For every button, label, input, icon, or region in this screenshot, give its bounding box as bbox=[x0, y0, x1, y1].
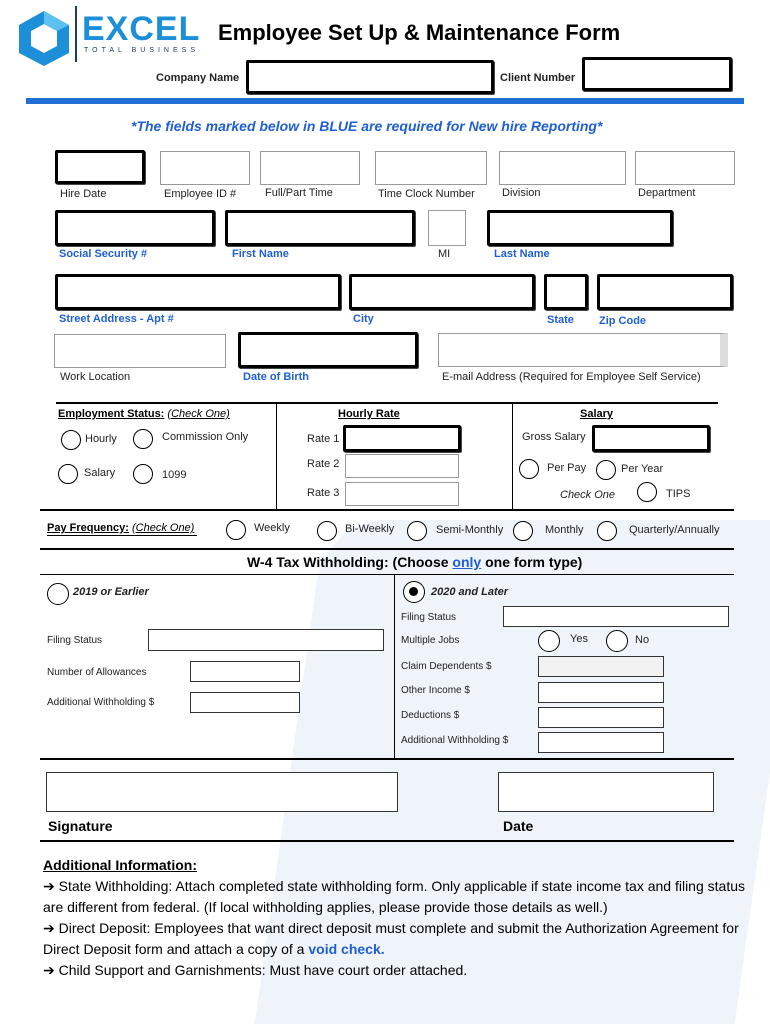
per-year-radio[interactable] bbox=[596, 460, 616, 480]
employee-id-input[interactable] bbox=[160, 151, 250, 185]
right-filing-status-label: Filing Status bbox=[401, 612, 457, 623]
w4-title-b: one form type) bbox=[485, 554, 583, 570]
other-income-input[interactable] bbox=[538, 682, 664, 703]
biweekly-radio[interactable] bbox=[317, 521, 337, 541]
salary-radio[interactable] bbox=[58, 464, 78, 484]
department-input[interactable] bbox=[635, 151, 735, 185]
semimonthly-radio[interactable] bbox=[407, 521, 427, 541]
logo-divider bbox=[75, 6, 77, 62]
hourly-label: Hourly bbox=[85, 433, 117, 445]
claim-dependents-label: Claim Dependents $ bbox=[401, 661, 492, 672]
w4-2019-radio[interactable] bbox=[47, 583, 69, 605]
multiple-jobs-yes-label: Yes bbox=[570, 633, 588, 645]
client-number-label: Client Number bbox=[500, 72, 576, 84]
allowances-input[interactable] bbox=[190, 661, 300, 682]
pay-frequency-label-italic: (Check One) bbox=[131, 522, 195, 534]
arrow-right-icon: ➔ bbox=[43, 878, 55, 894]
rate3-label: Rate 3 bbox=[307, 487, 340, 499]
last-name-label: Last Name bbox=[494, 248, 550, 260]
allowances-label: Number of Allowances bbox=[47, 667, 147, 678]
division-label: Division bbox=[502, 187, 541, 199]
w4-title-rule bbox=[40, 574, 734, 575]
email-label: E-mail Address (Required for Employee Self Service) bbox=[442, 371, 701, 383]
w4-2020-label: 2020 and Later bbox=[431, 586, 509, 598]
employment-divider-2 bbox=[512, 404, 513, 510]
hourly-rate-title: Hourly Rate bbox=[338, 408, 400, 420]
email-input[interactable] bbox=[438, 333, 728, 367]
date-input[interactable] bbox=[498, 772, 714, 812]
weekly-radio[interactable] bbox=[226, 520, 246, 540]
full-part-time-input[interactable] bbox=[260, 151, 360, 185]
other-income-label: Other Income $ bbox=[401, 685, 470, 696]
w4-2020-radio[interactable] bbox=[403, 581, 425, 603]
claim-dependents-input[interactable] bbox=[538, 656, 664, 677]
city-label: City bbox=[353, 313, 374, 325]
quarterly-label: Quarterly/Annually bbox=[629, 524, 720, 536]
pay-frequency-label bbox=[47, 522, 194, 534]
tips-radio[interactable] bbox=[637, 482, 657, 502]
left-additional-label: Additional Withholding $ bbox=[47, 697, 155, 708]
per-pay-label: Per Pay bbox=[547, 462, 587, 474]
rate2-label: Rate 2 bbox=[307, 458, 340, 470]
1099-radio[interactable] bbox=[133, 464, 153, 484]
commission-label: Commission Only bbox=[162, 431, 249, 443]
signature-label: Signature bbox=[48, 818, 113, 834]
direct-deposit-item bbox=[43, 918, 761, 960]
zip-code-input[interactable] bbox=[597, 274, 733, 310]
multiple-jobs-no-radio[interactable] bbox=[606, 630, 628, 652]
client-number-input[interactable] bbox=[582, 57, 732, 91]
right-filing-status-input[interactable] bbox=[503, 606, 729, 627]
left-additional-input[interactable] bbox=[190, 692, 300, 713]
full-part-time-label: Full/Part Time bbox=[265, 187, 333, 199]
work-location-input[interactable] bbox=[54, 334, 226, 368]
right-additional-input[interactable] bbox=[538, 732, 664, 753]
multiple-jobs-no-label: No bbox=[635, 634, 650, 646]
child-support-item bbox=[43, 960, 761, 981]
additional-info-body bbox=[43, 876, 761, 981]
rate1-input[interactable] bbox=[343, 425, 461, 452]
w4-title-only: only bbox=[452, 554, 482, 570]
pay-frequency-underline bbox=[47, 535, 197, 536]
pay-frequency-label-bold: Pay Frequency: bbox=[47, 522, 129, 534]
w4-bottom-rule bbox=[40, 758, 734, 760]
mi-label: MI bbox=[438, 248, 451, 260]
employment-status-title bbox=[58, 408, 230, 420]
employment-status-title-bold: Employment Status: bbox=[58, 408, 165, 420]
per-year-label: Per Year bbox=[621, 463, 664, 475]
1099-label: 1099 bbox=[162, 469, 187, 481]
date-of-birth-input[interactable] bbox=[238, 332, 418, 368]
date-label: Date bbox=[503, 818, 534, 834]
employment-status-title-italic: (Check One) bbox=[167, 408, 230, 420]
hire-date-input[interactable] bbox=[55, 150, 145, 184]
signature-bottom-rule bbox=[40, 840, 734, 842]
arrow-right-icon: ➔ bbox=[43, 920, 55, 936]
gross-salary-label: Gross Salary bbox=[522, 431, 586, 443]
deductions-input[interactable] bbox=[538, 707, 664, 728]
quarterly-radio[interactable] bbox=[597, 521, 617, 541]
salary-option-label: Salary bbox=[84, 467, 116, 479]
state-label: State bbox=[547, 314, 574, 326]
ssn-label: Social Security # bbox=[59, 248, 148, 260]
biweekly-label: Bi-Weekly bbox=[345, 523, 395, 535]
multiple-jobs-yes-radio[interactable] bbox=[538, 630, 560, 652]
void-check-text: void check. bbox=[308, 941, 385, 957]
ssn-input[interactable] bbox=[55, 210, 215, 246]
weekly-label: Weekly bbox=[254, 522, 290, 534]
street-address-label: Street Address - Apt # bbox=[59, 313, 174, 325]
header-rule bbox=[26, 98, 744, 104]
time-clock-label: Time Clock Number bbox=[378, 188, 475, 200]
division-input[interactable] bbox=[499, 151, 626, 185]
monthly-label: Monthly bbox=[545, 524, 584, 536]
logo-main-text: EXCEL bbox=[82, 10, 201, 48]
additional-info-title: Additional Information: bbox=[43, 857, 197, 873]
first-name-input[interactable] bbox=[225, 210, 415, 246]
signature-input[interactable] bbox=[46, 772, 398, 812]
company-name-input[interactable] bbox=[246, 60, 494, 94]
mi-input[interactable] bbox=[428, 210, 466, 246]
w4-top-rule bbox=[40, 548, 734, 550]
required-notice: *The fields marked below in BLUE are required for New hire Reporting* bbox=[131, 118, 603, 134]
logo-sub-text: TOTAL BUSINESS bbox=[84, 47, 199, 54]
state-withholding-item bbox=[43, 876, 761, 918]
deductions-label: Deductions $ bbox=[401, 710, 460, 721]
left-filing-status-label: Filing Status bbox=[47, 635, 103, 646]
employee-id-label: Employee ID # bbox=[164, 188, 237, 200]
city-input[interactable] bbox=[349, 274, 535, 310]
first-name-label: First Name bbox=[232, 248, 289, 260]
state-input[interactable] bbox=[544, 274, 588, 310]
last-name-input[interactable] bbox=[487, 210, 673, 246]
w4-title-a: W-4 Tax Withholding: (Choose bbox=[247, 554, 449, 570]
state-withholding-text: State Withholding: Attach completed state withholding form. Only applicable if state income tax and filing status are different from federal. (If local withholding applies, please provide those details as well.) bbox=[43, 878, 745, 915]
rate2-input[interactable] bbox=[345, 454, 459, 478]
rate3-input[interactable] bbox=[345, 482, 459, 506]
gross-salary-input[interactable] bbox=[592, 425, 710, 452]
arrow-right-icon: ➔ bbox=[43, 962, 55, 978]
w4-center-divider bbox=[394, 575, 395, 758]
semimonthly-label: Semi-Monthly bbox=[436, 524, 504, 536]
pay-frequency-top-rule bbox=[40, 509, 734, 511]
street-address-input[interactable] bbox=[55, 274, 341, 310]
time-clock-input[interactable] bbox=[375, 151, 487, 185]
tips-label: TIPS bbox=[666, 488, 691, 500]
date-of-birth-label: Date of Birth bbox=[243, 371, 309, 383]
rate1-label: Rate 1 bbox=[307, 433, 340, 445]
commission-radio[interactable] bbox=[133, 429, 153, 449]
employment-section-top-rule bbox=[56, 402, 718, 404]
excel-logo-icon bbox=[14, 8, 74, 68]
salary-title: Salary bbox=[580, 408, 614, 420]
check-one-label: Check One bbox=[560, 489, 616, 501]
work-location-label: Work Location bbox=[60, 371, 131, 383]
w4-title bbox=[247, 554, 582, 570]
right-additional-label: Additional Withholding $ bbox=[401, 735, 509, 746]
direct-deposit-text: Direct Deposit: Employees that want direct deposit must complete and submit the Authorization Agreement for Direct Deposit form and attach a copy of a bbox=[43, 920, 739, 957]
w4-2019-label: 2019 or Earlier bbox=[73, 586, 149, 598]
company-name-label: Company Name bbox=[156, 72, 240, 84]
per-pay-radio[interactable] bbox=[519, 459, 539, 479]
hire-date-label: Hire Date bbox=[60, 188, 107, 200]
zip-code-label: Zip Code bbox=[599, 315, 647, 327]
page-title: Employee Set Up & Maintenance Form bbox=[218, 20, 621, 45]
employment-divider-1 bbox=[276, 404, 277, 510]
child-support-text: Child Support and Garnishments: Must have court order attached. bbox=[58, 962, 468, 978]
monthly-radio[interactable] bbox=[513, 521, 533, 541]
department-label: Department bbox=[638, 187, 696, 199]
hourly-radio[interactable] bbox=[61, 430, 81, 450]
multiple-jobs-label: Multiple Jobs bbox=[401, 635, 460, 646]
left-filing-status-input[interactable] bbox=[148, 629, 384, 651]
